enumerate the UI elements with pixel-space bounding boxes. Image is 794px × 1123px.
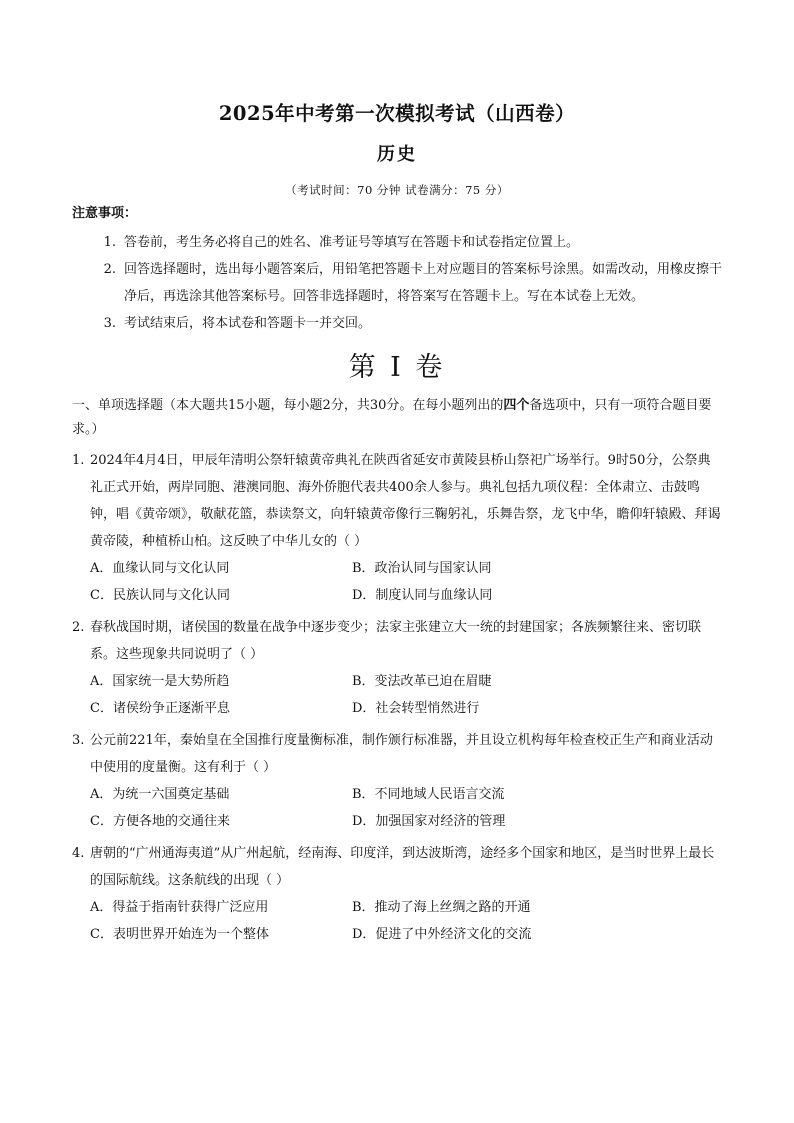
volume-heading: 第 I 卷 <box>348 352 446 383</box>
section-emphasis: 四个 <box>503 398 530 413</box>
exam-title: 2025年中考第一次模拟考试（山西卷） <box>218 102 576 125</box>
notice-number: 1. <box>103 235 116 250</box>
option-c: C．民族认同与文化认同 <box>90 588 230 603</box>
option-b: B．不同地域人民语言交流 <box>352 787 505 802</box>
option-d: D．制度认同与血缘认同 <box>352 588 493 603</box>
notice-title: 注意事项： <box>72 206 138 221</box>
notice-text: 考试结束后，将本试卷和答题卡一并交回。 <box>124 316 372 331</box>
section-instructions <box>72 394 722 442</box>
option-c: C．方便各地的交通往来 <box>90 814 230 829</box>
question <box>72 727 722 835</box>
question-number: 2. <box>72 620 85 635</box>
question-stem: 春秋战国时期，诸侯国的数量在战争中逐步变少；法家主张建立大一统的封建国家；各族频繁往来、密切联系。这些现象共同说明了（ ） <box>90 620 702 662</box>
notice-text: 回答选择题时，选出每小题答案后，用铅笔把答题卡上对应题目的答案标号涂黑。如需改动，用橡皮擦干净后，再选涂其他答案标号。回答非选择题时，将答案写在答题卡上。写在本试卷上无效。 <box>124 262 723 304</box>
option-b: B．政治认同与国家认同 <box>352 561 492 576</box>
subject-title: 历史 <box>377 144 417 165</box>
option-a: A．国家统一是大势所趋 <box>90 674 230 689</box>
option-c: C．表明世界开始连为一个整体 <box>90 927 269 942</box>
option-b: B．变法改革已迫在眉睫 <box>352 674 492 689</box>
option-c: C．诸侯纷争正逐渐平息 <box>90 701 230 716</box>
question <box>72 447 722 609</box>
notice-item <box>72 229 722 256</box>
question-number: 4. <box>72 846 85 861</box>
question-stem: 2024年4月4日，甲辰年清明公祭轩辕黄帝典礼在陕西省延安市黄陵县桥山祭祀广场举行。9时50分，公祭典礼正式开始，两岸同胞、港澳同胞、海外侨胞代表共400余人参与。典礼包括九项仪程：全体肃立、击鼓鸣钟，唱《黄帝颂》，敬献花篮，恭读祭文，向轩辕黄帝像行三鞠躬礼，乐舞告祭，龙飞中华，瞻仰轩辕殿、拜谒黄帝陵，种植桥山柏。这反映了中华儿女的（ ） <box>90 453 721 549</box>
option-a: A．得益于指南针获得广泛应用 <box>90 900 269 915</box>
notice-item <box>72 310 722 337</box>
option-a: A．为统一六国奠定基础 <box>90 787 230 802</box>
option-b: B．推动了海上丝绸之路的开通 <box>352 900 531 915</box>
question-stem: 公元前221年，秦始皇在全国推行度量衡标准，制作颁行标准器，并且设立机构每年检查校正生产和商业活动中使用的度量衡。这有利于（ ） <box>90 733 713 775</box>
option-a: A．血缘认同与文化认同 <box>90 561 230 576</box>
section-lead: 一、单项选择题（本大题共15小题，每小题2分，共30分。在每小题列出的 <box>72 398 504 413</box>
question <box>72 614 722 722</box>
question <box>72 840 722 948</box>
option-d: D．加强国家对经济的管理 <box>352 814 506 829</box>
question-stem: 唐朝的“广州通海夷道”从广州起航，经南海、印度洋，到达波斯湾，途经多个国家和地区，是当时世界上最长的国际航线。这条航线的出现（ ） <box>90 846 715 888</box>
notice-number: 3. <box>103 316 116 331</box>
options-grid <box>72 781 722 835</box>
option-d: D．社会转型悄然进行 <box>352 701 480 716</box>
notice-list <box>72 229 722 337</box>
options-grid <box>72 668 722 722</box>
option-d: D．促进了中外经济文化的交流 <box>352 927 532 942</box>
notice-text: 答卷前，考生务必将自己的姓名、准考证号等填写在答题卡和试卷指定位置上。 <box>124 235 580 250</box>
question-number: 3. <box>72 733 85 748</box>
question-number: 1. <box>72 453 85 468</box>
notice-item <box>72 256 722 310</box>
exam-meta: （考试时间：70 分钟 试卷满分：75 分） <box>285 183 509 197</box>
options-grid <box>72 894 722 948</box>
section-tail: 备选项中，只有一项符合题目要求。） <box>72 398 712 437</box>
options-grid <box>72 555 722 609</box>
notice-number: 2. <box>103 262 116 277</box>
